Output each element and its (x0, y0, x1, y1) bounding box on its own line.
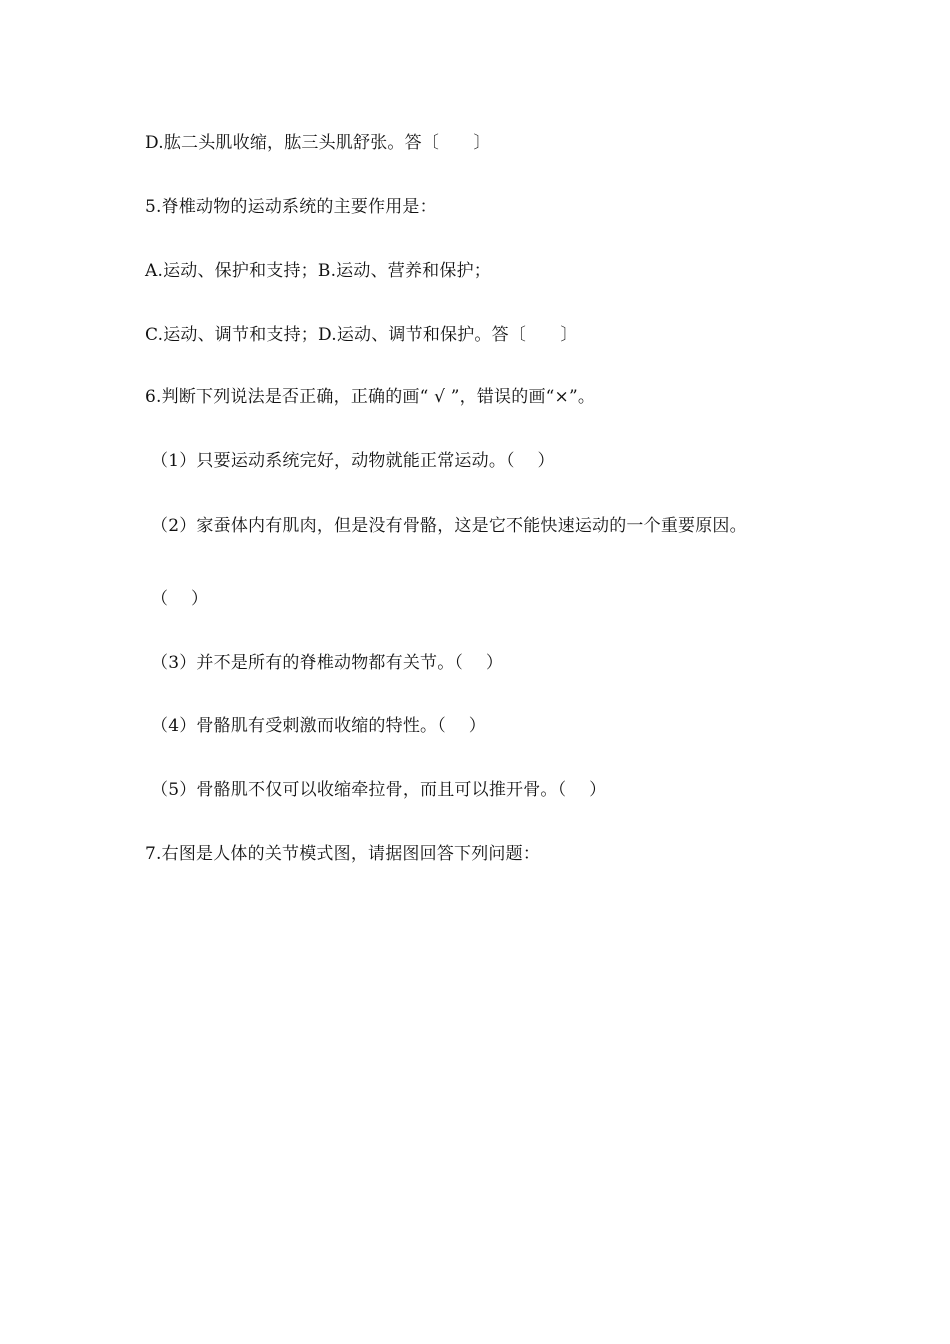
options-c-d: C.运动、调节和支持；D.运动、调节和保护。答〔 〕 (145, 325, 578, 345)
question-6: 6.判断下列说法是否正确，正确的画“ √ ”，错误的画“×”。 (145, 387, 596, 407)
statement-5: （5）骨骼肌不仅可以收缩牵拉骨，而且可以推开骨。（ ） (151, 780, 607, 800)
options-a-b: A.运动、保护和支持；B.运动、营养和保护； (145, 261, 491, 281)
statement-4: （4）骨骼肌有受刺激而收缩的特性。（ ） (151, 716, 486, 736)
statement-3: （3）并不是所有的脊椎动物都有关节。（ ） (151, 653, 504, 673)
question-5: 5.脊椎动物的运动系统的主要作用是： (145, 197, 437, 217)
statement-2: （2）家蚕体内有肌肉，但是没有骨骼，这是它不能快速运动的一个重要原因。 (151, 516, 747, 536)
statement-2-answer: （ ） (151, 589, 209, 609)
question-7: 7.右图是人体的关节模式图，请据图回答下列问题： (145, 844, 541, 864)
statement-1: （1）只要运动系统完好，动物就能正常运动。（ ） (151, 451, 555, 471)
option-d-line: D.肱二头肌收缩，肱三头肌舒张。答〔 〕 (145, 133, 491, 153)
